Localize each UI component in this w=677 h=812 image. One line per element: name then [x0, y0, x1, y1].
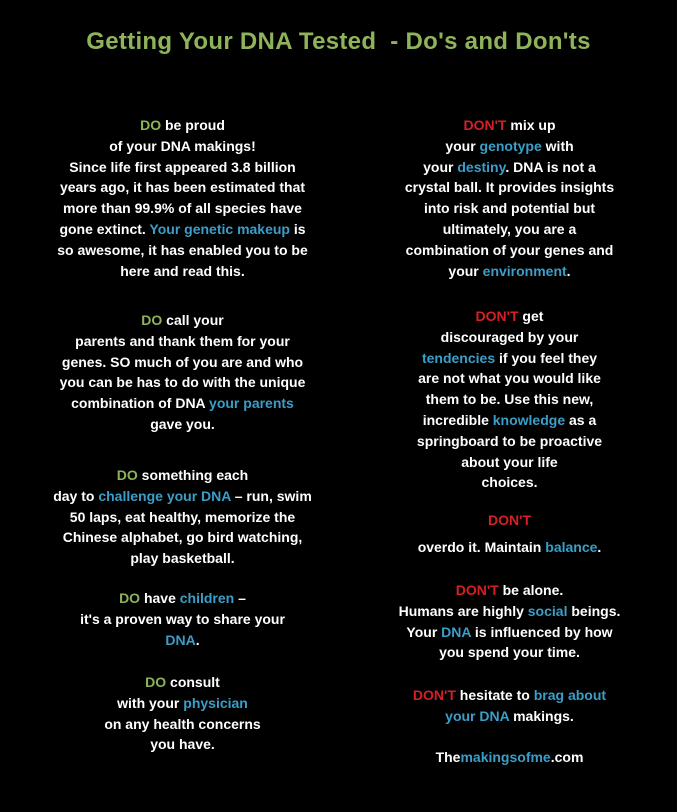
text-line: [40, 157, 325, 178]
text-segment: on any health concerns: [104, 715, 261, 732]
dont-label: DON'T: [412, 687, 456, 703]
highlight-text: brag about: [533, 687, 607, 703]
text-line: [392, 368, 627, 389]
text-line: [392, 452, 627, 473]
text-line: [40, 177, 325, 198]
text-segment: it's a proven way to share your: [80, 610, 285, 627]
text-segment: about your life: [461, 453, 558, 470]
text-segment: your: [423, 158, 458, 175]
text-segment: overdo it. Maintain: [417, 539, 546, 555]
do-label: DO: [116, 467, 138, 483]
text-segment: you can be has to do with the unique: [59, 374, 306, 391]
text-line: [392, 685, 627, 706]
highlight-text: tendencies: [421, 349, 496, 366]
text-line: [392, 642, 627, 663]
text-line: [40, 115, 325, 136]
text-segment: play basketball.: [130, 550, 235, 567]
site-credit-post: .com: [550, 749, 584, 765]
text-line: [40, 734, 325, 755]
text-segment: mix up: [506, 117, 556, 133]
text-segment: hesitate to: [455, 687, 534, 703]
text-line: [40, 465, 325, 486]
text-line: [40, 136, 325, 157]
do-label: DO: [140, 117, 162, 133]
dont-label: DON'T: [488, 512, 531, 528]
text-segment: you spend your time.: [439, 644, 580, 661]
text-segment: get: [518, 308, 544, 324]
text-line: [392, 348, 627, 369]
text-line: [392, 472, 627, 493]
dont-label: DON'T: [475, 308, 519, 324]
do-consult-physician: [40, 672, 325, 755]
highlight-text: your parents: [209, 395, 294, 412]
text-segment: with: [541, 137, 574, 154]
text-line: [40, 630, 325, 651]
text-segment: .: [597, 539, 602, 555]
text-segment: here and read this.: [120, 262, 245, 279]
highlight-text: challenge your DNA: [98, 487, 231, 504]
text-line: [392, 136, 627, 157]
text-segment: be proud: [161, 117, 225, 133]
text-segment: call your: [162, 312, 224, 328]
text-segment: have: [140, 590, 180, 606]
dont-get-discouraged: [392, 306, 627, 493]
highlight-text: physician: [183, 694, 248, 711]
dont-label: DON'T: [463, 117, 507, 133]
highlight-text: children: [179, 590, 235, 606]
text-line: [392, 198, 627, 219]
text-line: [40, 261, 325, 282]
text-segment: beings.: [567, 602, 621, 619]
text-segment: them to be. Use this new,: [425, 391, 594, 408]
dont-be-alone: [392, 580, 627, 663]
text-line: [392, 601, 627, 622]
text-segment: ultimately, you are a: [442, 220, 577, 237]
text-segment: Chinese alphabet, go bird watching,: [62, 529, 303, 546]
text-segment: genes. SO much of you are and who: [61, 353, 304, 370]
text-line: [40, 219, 325, 240]
text-segment: is influenced by how: [470, 623, 613, 640]
text-segment: are not what you would like: [418, 370, 601, 387]
text-segment: your: [448, 262, 483, 279]
text-segment: into risk and potential but: [423, 200, 596, 217]
text-line: [392, 240, 627, 261]
page-title: Getting Your DNA Tested - Do's and Don'ts: [86, 28, 591, 55]
highlight-text: Your genetic makeup: [149, 220, 290, 237]
highlight-text: DNA: [441, 623, 471, 640]
do-challenge-dna: [40, 465, 325, 569]
highlight-text: balance: [545, 539, 598, 555]
text-line: [40, 609, 325, 630]
text-line: [40, 310, 325, 331]
text-line: [40, 414, 325, 435]
text-line: [392, 431, 627, 452]
text-line: [392, 219, 627, 240]
text-segment: is: [289, 220, 306, 237]
text-line: [392, 306, 627, 327]
text-line: [392, 327, 627, 348]
text-segment: gave you.: [150, 415, 215, 432]
text-segment: as a: [565, 411, 597, 428]
text-segment: you have.: [150, 736, 215, 753]
text-line: [392, 537, 627, 558]
text-segment: your: [445, 137, 480, 154]
text-segment: of your DNA makings!: [109, 137, 256, 154]
text-segment: gone extinct.: [59, 220, 150, 237]
text-line: [40, 672, 325, 693]
text-line: [40, 331, 325, 352]
text-segment: more than 99.9% of all species have: [63, 200, 302, 217]
highlight-text: environment: [482, 262, 567, 279]
text-segment: be alone.: [498, 582, 564, 598]
text-segment: if you feel they: [495, 349, 598, 366]
text-segment: combination of DNA: [71, 395, 210, 412]
text-line: [392, 706, 627, 727]
text-line: [392, 115, 627, 136]
text-segment: years ago, it has been estimated that: [59, 179, 306, 196]
text-segment: choices.: [481, 474, 538, 491]
text-line: [40, 240, 325, 261]
text-segment: .: [566, 262, 571, 279]
text-line: [392, 177, 627, 198]
site-credit-pre: The: [435, 749, 461, 765]
dont-overdo-heading: [392, 510, 627, 531]
text-line: [40, 372, 325, 393]
text-segment: Your: [406, 623, 442, 640]
text-line: [40, 486, 325, 507]
text-segment: something each: [137, 467, 249, 483]
text-line: [392, 410, 627, 431]
text-line: [392, 389, 627, 410]
text-line: [40, 393, 325, 414]
text-segment: incredible: [422, 411, 493, 428]
dont-mix-up: [392, 115, 627, 281]
text-line: [392, 157, 627, 178]
highlight-text: destiny: [457, 158, 506, 175]
text-segment: –: [234, 590, 246, 606]
text-segment: so awesome, it has enabled you to be: [57, 241, 308, 258]
text-line: [40, 714, 325, 735]
dont-label: DON'T: [455, 582, 499, 598]
text-line: [392, 510, 627, 531]
text-line: [392, 261, 627, 282]
do-label: DO: [119, 590, 141, 606]
text-segment: Since life first appeared 3.8 billion: [69, 158, 296, 175]
text-segment: .: [195, 631, 200, 648]
text-line: [40, 352, 325, 373]
text-segment: day to: [53, 487, 99, 504]
text-segment: . DNA is not a: [505, 158, 596, 175]
text-line: [392, 580, 627, 601]
text-segment: discouraged by your: [440, 328, 579, 345]
dont-overdo-text: [392, 537, 627, 558]
site-credit: [392, 749, 627, 765]
text-line: [40, 548, 325, 569]
text-line: [40, 588, 325, 609]
text-segment: – run, swim: [230, 487, 312, 504]
text-line: [40, 527, 325, 548]
highlight-text: DNA: [165, 631, 196, 648]
text-segment: consult: [166, 674, 220, 690]
do-have-children: [40, 588, 325, 650]
text-segment: with your: [117, 694, 184, 711]
highlight-text: knowledge: [492, 411, 566, 428]
dont-hesitate-brag: [392, 685, 627, 727]
text-segment: parents and thank them for your: [75, 332, 290, 349]
do-label: DO: [145, 674, 167, 690]
do-be-proud: [40, 115, 325, 281]
text-line: [40, 693, 325, 714]
do-label: DO: [141, 312, 163, 328]
do-call-parents: [40, 310, 325, 435]
text-segment: crystal ball. It provides insights: [404, 179, 615, 196]
text-segment: combination of your genes and: [405, 241, 614, 258]
text-line: [40, 198, 325, 219]
highlight-text: genotype: [479, 137, 542, 154]
site-credit-brand: makingsofme: [460, 749, 551, 765]
text-line: [392, 622, 627, 643]
highlight-text: your DNA: [445, 707, 510, 724]
text-line: [40, 507, 325, 528]
text-segment: Humans are highly: [398, 602, 528, 619]
text-segment: makings.: [509, 707, 574, 724]
text-segment: springboard to be proactive: [416, 432, 603, 449]
highlight-text: social: [527, 602, 568, 619]
text-segment: 50 laps, eat healthy, memorize the: [69, 508, 296, 525]
